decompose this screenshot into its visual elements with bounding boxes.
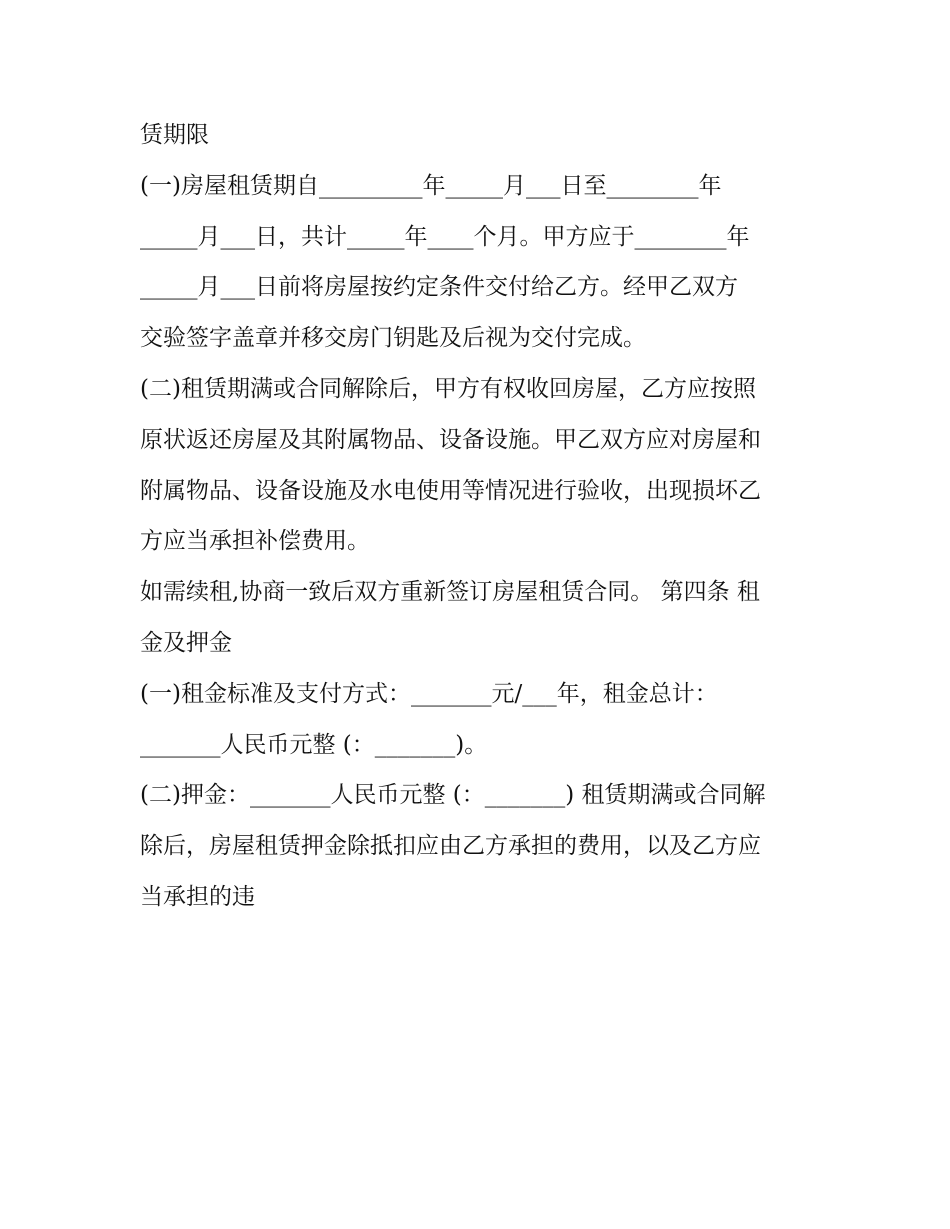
text-line: 方应当承担补偿费用。 (140, 528, 370, 555)
text-line: 附属物品、设备设施及水电使用等情况进行验收，出现损坏乙 (140, 477, 761, 504)
text-line: (二)租赁期满或合同解除后，甲方有权收回房屋，乙方应按照 (140, 375, 756, 402)
text-line: _____月___日，共计_____年____个月。甲方应于________年 (140, 223, 750, 250)
text-line: 当承担的违 (140, 883, 255, 910)
text-line: (一)租金标准及支付方式：_______元/___年，租金总计： (140, 680, 718, 707)
text-line: 除后，房屋租赁押金除抵扣应由乙方承担的费用，以及乙方应 (140, 833, 761, 860)
contract-text (140, 110, 820, 923)
text-line: (一)房屋租赁期自_________年_____月___日至________年 (140, 172, 722, 199)
text-line: (二)押金：_______人民币元整 (：_______) 租赁期满或合同解 (140, 782, 766, 809)
text-line: 如需续租,协商一致后双方重新签订房屋租赁合同。 第四条 租 (140, 579, 760, 606)
text-line: 交验签字盖章并移交房门钥匙及后视为交付完成。 (140, 325, 646, 352)
text-line: 赁期限 (140, 122, 209, 148)
text-line: _______人民币元整 (：_______)。 (140, 731, 488, 758)
text-line: 金及押金 (140, 629, 232, 656)
text-line: 原状返还房屋及其附属物品、设备设施。甲乙双方应对房屋和 (140, 426, 761, 453)
text-line: _____月___日前将房屋按约定条件交付给乙方。经甲乙双方 (140, 274, 738, 301)
